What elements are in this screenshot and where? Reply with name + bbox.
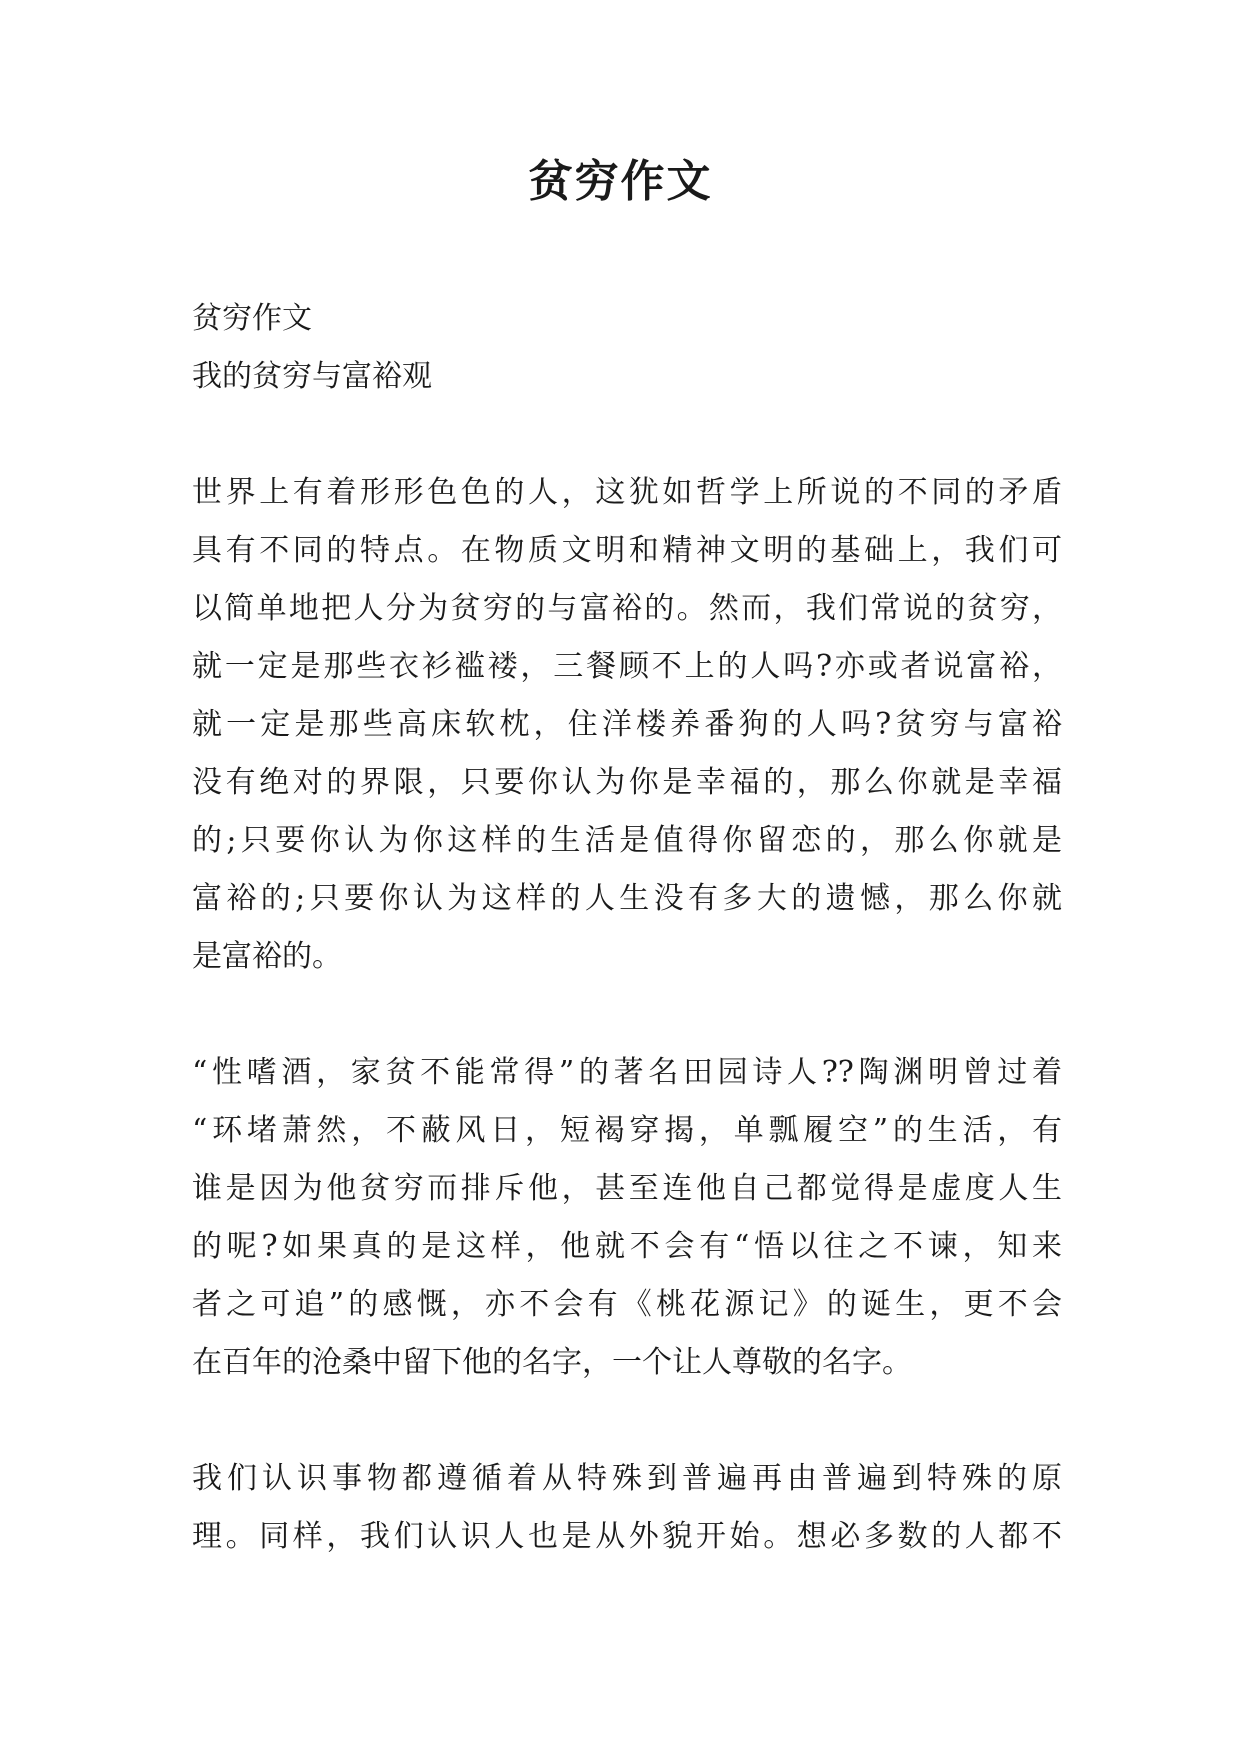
paragraph-line: 没有绝对的界限，只要你认为你是幸福的，那么你就是幸福 xyxy=(192,765,1062,800)
paragraph-2 xyxy=(192,1044,1062,1392)
paragraph-gap xyxy=(192,406,1062,464)
paragraph-line: 在百年的沧桑中留下他的名字，一个让人尊敬的名字。 xyxy=(192,1345,912,1380)
subheading-2: 我的贫穷与富裕观 xyxy=(192,359,432,394)
paragraph-line: 理。同样，我们认识人也是从外貌开始。想必多数的人都不 xyxy=(192,1519,1062,1554)
paragraph-gap xyxy=(192,1392,1062,1450)
paragraph-line: 的;只要你认为你这样的生活是值得你留恋的，那么你就是 xyxy=(192,823,1062,858)
paragraph-line: 就一定是那些高床软枕，住洋楼养番狗的人吗?贫穷与富裕 xyxy=(192,707,1062,742)
subheading-1: 贫穷作文 xyxy=(192,301,312,336)
paragraph-line: 富裕的;只要你认为这样的人生没有多大的遗憾，那么你就 xyxy=(192,881,1062,916)
paragraph-line: 我们认识事物都遵循着从特殊到普遍再由普遍到特殊的原 xyxy=(192,1461,1062,1496)
paragraph-line: 具有不同的特点。在物质文明和精神文明的基础上，我们可 xyxy=(192,533,1062,568)
paragraph-line: 就一定是那些衣衫褴褛，三餐顾不上的人吗?亦或者说富裕， xyxy=(192,649,1062,684)
paragraph-1 xyxy=(192,464,1062,986)
document-body xyxy=(192,290,1062,1566)
paragraph-line: “环堵萧然，不蔽风日，短褐穿揭，单瓢履空”的生活，有 xyxy=(192,1113,1062,1148)
paragraph-line: 者之可追”的感慨，亦不会有《桃花源记》的诞生，更不会 xyxy=(192,1287,1062,1322)
paragraph-gap xyxy=(192,986,1062,1044)
paragraph-line: 世界上有着形形色色的人，这犹如哲学上所说的不同的矛盾 xyxy=(192,475,1062,510)
paragraph-line: 的呢?如果真的是这样，他就不会有“悟以往之不谏，知来 xyxy=(192,1229,1062,1264)
paragraph-line: 以简单地把人分为贫穷的与富裕的。然而，我们常说的贫穷， xyxy=(192,591,1062,626)
paragraph-3 xyxy=(192,1450,1062,1566)
paragraph-line: 谁是因为他贫穷而排斥他，甚至连他自己都觉得是虚度人生 xyxy=(192,1171,1062,1206)
paragraph-line: 是富裕的。 xyxy=(192,939,342,974)
document-title: 贫穷作文 xyxy=(528,156,713,207)
paragraph-line: “性嗜酒，家贫不能常得”的著名田园诗人??陶渊明曾过着 xyxy=(192,1055,1062,1090)
